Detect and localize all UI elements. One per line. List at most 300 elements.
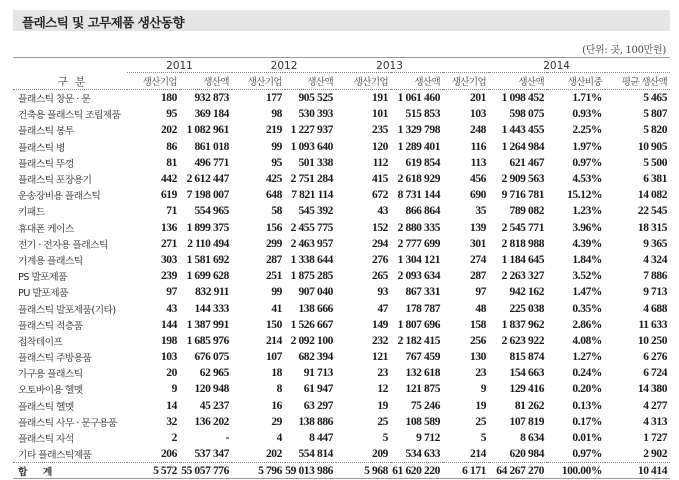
cell-production-share: 0.24% [572,367,603,380]
cell-production-share: 100.00% [547,463,605,479]
cell-production-value: 2 545 771 [501,221,545,234]
cell-company-count: 9 [171,383,177,396]
cell-production-share: 2.86% [572,318,603,331]
cell-company-count: 442 [160,173,177,186]
cell-production-value: 2 777 699 [397,237,441,250]
cell-average-production: 9 713 [643,286,668,299]
cell-company-count: 201 [469,92,487,105]
cell-production-value: 1 329 798 [397,124,441,137]
cell-company-count: 202 [265,448,283,461]
cell-production-value: 2 612 447 [186,173,230,186]
cell-company-count: 120 [371,140,389,153]
cell-company-count: 93 [377,286,389,299]
table-row [13,446,670,463]
cell-average-production: 22 545 [637,205,668,218]
cell-company-count: 648 [265,189,283,202]
cell-company-count: 214 [469,448,487,461]
cell-production-value: 907 040 [298,286,334,299]
cell-production-value: 598 075 [509,108,545,121]
row-label: 플래스틱 주방용품 [18,353,92,365]
title-bar [13,10,670,31]
cell-production-value: 45 237 [199,399,230,412]
row-label: 접착테이프 [18,336,63,348]
cell-production-value: 61 947 [303,383,334,396]
cell-production-value: 1 304 121 [397,253,441,266]
cell-company-count: 191 [371,92,389,105]
table-row [13,317,670,333]
cell-company-count: 180 [160,92,177,105]
table-row [13,236,670,252]
cell-production-value: 1 443 455 [501,124,545,137]
cell-company-count: 99 [271,140,283,153]
cell-company-count: 95 [166,108,177,121]
cell-company-count: 265 [371,270,389,283]
cell-production-value: 2 463 957 [290,237,334,250]
unit-note: (단위: 곳, 100만원) [582,45,666,56]
cell-company-count: 198 [160,334,177,347]
cell-average-production: 4 277 [643,399,668,412]
cell-production-value: 154 663 [509,367,545,380]
cell-average-production: 18 315 [637,221,668,234]
cell-average-production: 14 082 [637,189,668,202]
cell-production-share: 0.35% [572,302,603,315]
cell-production-share: 0.93% [572,108,603,121]
cell-production-share: 2.25% [572,124,603,137]
cell-production-share: 1.47% [572,286,603,299]
table-row [13,365,670,381]
cell-company-count: 43 [377,205,389,218]
cell-production-share: 0.17% [572,415,603,428]
cell-company-count: 5 [480,432,487,445]
table-row [13,171,670,187]
table-row [13,430,670,446]
row-label: 플래스틱 발포제품(기타) [18,304,116,316]
cell-average-production: 11 633 [638,318,668,331]
table-row [13,90,670,107]
cell-company-count: 103 [160,351,177,364]
cell-company-count: 121 [371,351,389,364]
cell-production-share: 0.01% [572,432,603,445]
cell-production-share: 0.20% [572,383,603,396]
table-row [13,122,670,138]
subheader-production-value: 생산액 [285,73,336,90]
cell-production-value: 545 392 [298,205,334,218]
cell-average-production: 6 276 [643,351,668,364]
cell-average-production: 10 414 [605,463,670,479]
cell-production-value: 144 333 [194,302,230,315]
cell-production-value: 2 880 335 [397,221,441,234]
subheader-production-share: 생산비중 [547,73,605,90]
cell-production-value: 2 618 929 [397,173,441,186]
cell-production-value: 496 771 [194,156,230,169]
cell-production-value: 554 965 [194,205,230,218]
cell-company-count: 97 [475,286,487,299]
cell-company-count: 301 [469,237,487,250]
cell-company-count: 43 [166,302,177,315]
cell-company-count: 41 [271,302,283,315]
cell-company-count: 271 [160,237,177,250]
year-header-2013: 2013 [336,58,443,73]
cell-company-count: 58 [271,205,283,218]
cell-average-production: 14 380 [637,383,668,396]
row-label: 플래스틱 자석 [18,434,74,446]
cell-company-count: 130 [469,351,487,364]
cell-production-value: 55 057 776 [180,463,232,479]
cell-production-value: 9 716 781 [501,189,545,202]
cell-production-value: 2 182 415 [397,334,441,347]
cell-company-count: 12 [377,383,389,396]
cell-production-value: 1 875 285 [290,270,334,283]
cell-production-value: 1 098 452 [501,92,545,105]
cell-company-count: 415 [371,173,389,186]
page-title: 플래스틱 및 고무제품 생산동향 [22,15,185,30]
cell-production-value: 138 666 [298,302,334,315]
cell-production-value: 1 526 667 [290,318,334,331]
cell-average-production: 5 820 [643,124,668,137]
cell-company-count: 235 [371,124,389,137]
table-row [13,284,670,300]
cell-production-share: 1.23% [572,205,603,218]
cell-average-production: 10 905 [637,140,668,153]
cell-company-count: 19 [377,399,389,412]
cell-company-count: 23 [475,367,487,380]
cell-company-count: 5 968 [336,463,391,479]
cell-production-value: 620 984 [509,448,545,461]
cell-production-value: 136 202 [194,415,230,428]
row-label: PU 발포제품 [18,288,68,300]
cell-production-value: 132 618 [405,367,441,380]
cell-production-value: 7 198 007 [186,189,230,202]
cell-company-count: 287 [469,270,487,283]
row-label: 플래스틱 포장용기 [18,175,92,187]
cell-production-share: 3.52% [572,270,603,283]
cell-company-count: 156 [265,221,283,234]
cell-company-count: 139 [469,221,487,234]
cell-company-count: 619 [160,189,177,202]
cell-company-count: 6 171 [443,463,489,479]
cell-production-share: 15.12% [567,189,603,202]
cell-production-value: 554 814 [298,448,334,461]
table-row [13,106,670,122]
cell-production-value: 767 459 [405,351,441,364]
cell-company-count: 113 [470,156,487,169]
cell-average-production: 5 500 [643,156,668,169]
cell-company-count: 95 [271,156,283,169]
subheader-company-count: 생산기업 [232,73,285,90]
cell-company-count: 425 [265,173,283,186]
cell-production-value: 2 110 494 [187,237,230,250]
cell-company-count: 214 [265,334,283,347]
cell-production-value: 59 013 986 [285,463,336,479]
cell-production-value: 1 685 976 [186,334,230,347]
cell-company-count: 97 [166,286,177,299]
cell-company-count: 9 [480,383,487,396]
cell-company-count: 456 [469,173,487,186]
cell-production-value: 1 699 628 [186,270,230,283]
row-label: 기타 플래스틱제품 [18,450,92,462]
cell-average-production: 7 886 [643,270,668,283]
cell-production-value: 369 184 [194,108,230,121]
cell-production-value: 75 246 [410,399,441,412]
cell-production-value: 63 297 [303,399,334,412]
cell-production-value: 621 467 [509,156,545,169]
cell-production-value: 1 227 937 [290,124,334,137]
cell-production-value: 501 338 [298,156,334,169]
cell-production-value: 515 853 [405,108,441,121]
cell-company-count: 112 [372,156,389,169]
cell-company-count: 136 [160,221,177,234]
cell-company-count: 5 572 [127,463,180,479]
cell-company-count: 107 [265,351,283,364]
cell-production-value: 107 819 [509,415,545,428]
cell-company-count: 14 [166,399,177,412]
cell-company-count: 2 [171,432,177,445]
cell-production-value: 81 262 [514,399,545,412]
cell-production-value: 7 821 114 [291,189,334,202]
table-row [13,333,670,349]
subheader-company-count: 생산기업 [336,73,391,90]
cell-average-production: 9 365 [643,237,668,250]
cell-company-count: 47 [377,302,389,315]
cell-company-count: 4 [276,432,283,445]
year-header-2011: 2011 [127,58,232,73]
row-label: 가구용 플래스틱 [18,369,83,381]
cell-production-value: 2 263 327 [501,270,545,283]
header-years-row [13,58,670,73]
cell-production-value: 178 787 [405,302,441,315]
row-label: 플래스틱 병 [18,142,65,154]
cell-production-value: 676 075 [194,351,230,364]
cell-average-production: 5 807 [643,108,668,121]
cell-production-value: 1 387 991 [186,318,230,331]
cell-production-value: 61 620 220 [391,463,443,479]
table-row [13,268,670,284]
cell-company-count: 18 [271,367,283,380]
row-label: 플래스틱 헬멧 [18,401,74,413]
cell-production-value: 1 837 962 [501,318,545,331]
year-header-2014: 2014 [443,58,670,73]
table-row [13,203,670,219]
table-row [13,252,670,268]
cell-production-value: 2 751 284 [290,173,334,186]
cell-company-count: 16 [271,399,283,412]
table-row [13,139,670,155]
row-label: 휴대폰 케이스 [18,223,74,235]
cell-production-value: 1 338 644 [290,253,334,266]
cell-production-value: 867 331 [405,286,441,299]
cell-production-share: 4.39% [572,237,603,250]
cell-production-value: 832 911 [195,286,230,299]
subheader-production-value: 생산액 [180,73,232,90]
cell-company-count: 672 [371,189,389,202]
cell-production-value: 861 018 [194,140,230,153]
cell-production-share: 0.13% [572,399,603,412]
cell-production-value: 1 289 401 [397,140,441,153]
cell-average-production: 6 381 [643,173,668,186]
cell-production-value: 91 713 [303,367,334,380]
cell-production-share: 0.97% [572,448,603,461]
total-row [13,463,670,479]
cell-company-count: 251 [265,270,283,283]
cell-production-value: 1 899 375 [186,221,230,234]
cell-company-count: 98 [271,108,283,121]
cell-production-value: 1 807 696 [397,318,441,331]
cell-company-count: 232 [371,334,389,347]
cell-company-count: 29 [271,415,283,428]
cell-company-count: 81 [166,156,177,169]
cell-production-value: 2 818 988 [501,237,545,250]
cell-company-count: 71 [166,205,177,218]
cell-company-count: 287 [265,253,283,266]
cell-production-value: 789 082 [509,205,545,218]
data-table [13,57,670,479]
cell-production-share: 1.97% [572,140,603,153]
cell-company-count: 101 [371,108,389,121]
cell-production-value: 64 267 270 [489,463,547,479]
cell-production-value: 8 731 144 [397,189,441,202]
cell-production-value: 225 038 [509,302,545,315]
cell-production-value: 1 581 692 [186,253,230,266]
cell-company-count: 116 [470,140,487,153]
cell-production-value: 2 455 775 [290,221,334,234]
cell-production-value: 62 965 [199,367,230,380]
cell-company-count: 32 [166,415,177,428]
cell-company-count: 248 [469,124,487,137]
subheader-company-count: 생산기업 [443,73,489,90]
cell-company-count: 209 [371,448,389,461]
cell-production-value: 120 948 [194,383,230,396]
cell-production-share: 3.96% [572,221,603,234]
cell-company-count: 5 [382,432,389,445]
cell-production-share: 4.08% [572,334,603,347]
cell-production-value: 138 886 [298,415,334,428]
subheader-production-value: 생산액 [489,73,547,90]
cell-production-value: 108 589 [405,415,441,428]
cell-company-count: 274 [469,253,487,266]
cell-production-value: 2 623 922 [501,334,545,347]
cell-company-count: 150 [265,318,283,331]
cell-production-value: 537 347 [194,448,230,461]
row-label: 전기 · 전자용 플래스틱 [18,239,108,251]
cell-company-count: 299 [265,237,283,250]
year-header-2012: 2012 [232,58,336,73]
row-label: 플래스틱 뚜껑 [18,158,74,170]
cell-average-production: 4 313 [643,415,668,428]
cell-production-value: 1 093 640 [290,140,334,153]
subheader-production-value: 생산액 [391,73,443,90]
cell-company-count: 158 [469,318,487,331]
cell-company-count: 20 [166,367,177,380]
cell-production-value: 534 633 [405,448,441,461]
cell-production-value: 932 873 [194,92,230,105]
cell-company-count: 152 [371,221,389,234]
cell-production-value: 9 712 [416,432,441,445]
table-row [13,155,670,171]
cell-production-value: 682 394 [298,351,334,364]
cell-production-share: 0.97% [572,156,603,169]
cell-company-count: 256 [469,334,487,347]
table-row [13,187,670,203]
table-row [13,398,670,414]
cell-production-value: 2 093 634 [397,270,441,283]
row-label: PS 발포제품 [18,272,67,284]
cell-company-count: 23 [377,367,389,380]
cell-production-value: 866 864 [405,205,441,218]
cell-company-count: 8 [276,383,283,396]
cell-production-share: 1.27% [572,351,603,364]
cell-production-value: 129 416 [509,383,545,396]
cell-company-count: 149 [371,318,389,331]
cell-company-count: 19 [475,399,487,412]
cell-production-share: 1.84% [572,253,603,266]
cell-average-production: 6 724 [643,367,668,380]
cell-company-count: 303 [160,253,177,266]
cell-production-value: - [225,432,230,445]
cell-production-share: 1.71% [572,92,603,105]
cell-production-value: 1 264 984 [501,140,545,153]
cell-production-value: 8 634 [520,432,545,445]
cell-production-value: 2 909 563 [501,173,545,186]
cell-production-value: 942 162 [509,286,545,299]
cell-average-production: 1 727 [643,432,668,445]
row-label: 기계용 플래스틱 [18,255,83,267]
cell-company-count: 177 [265,92,283,105]
row-label: 운송장비용 플래스틱 [18,191,101,203]
cell-company-count: 294 [371,237,389,250]
table-row [13,414,670,430]
cell-company-count: 35 [475,205,487,218]
subheader-average-production: 평균 생산액 [605,73,670,90]
cell-production-value: 121 875 [405,383,441,396]
cell-production-value: 530 393 [298,108,334,121]
cell-production-value: 2 092 100 [290,334,334,347]
cell-company-count: 5 796 [232,463,285,479]
column-header-label: 구 분 [13,58,127,90]
cell-company-count: 86 [166,140,177,153]
row-label: 플래스틱 사무 · 문구용품 [18,417,117,429]
cell-company-count: 48 [475,302,487,315]
subheader-company-count: 생산기업 [127,73,180,90]
cell-company-count: 25 [475,415,487,428]
row-label: 키패드 [18,207,45,219]
cell-company-count: 690 [469,189,487,202]
cell-company-count: 202 [160,124,177,137]
cell-company-count: 25 [377,415,389,428]
cell-production-value: 1 061 460 [397,92,441,105]
production-table [13,57,670,479]
cell-average-production: 5 465 [643,92,668,105]
table-row [13,220,670,236]
row-label: 플래스틱 봉투 [18,126,74,138]
cell-company-count: 99 [271,286,283,299]
table-row [13,300,670,316]
cell-company-count: 239 [160,270,177,283]
cell-production-value: 1 082 961 [186,124,230,137]
row-label: 오토바이용 헬멧 [18,385,83,397]
row-label: 플래스틱 창문 · 문 [18,94,91,106]
cell-production-value: 1 184 645 [501,253,545,266]
table-row [13,349,670,365]
cell-production-value: 8 447 [309,432,334,445]
cell-average-production: 10 250 [637,334,668,347]
total-label: 합 계 [13,463,127,479]
cell-company-count: 144 [160,318,177,331]
cell-production-value: 815 874 [509,351,545,364]
cell-production-value: 905 525 [298,92,334,105]
cell-company-count: 219 [265,124,283,137]
cell-average-production: 4 324 [643,253,668,266]
table-row [13,381,670,397]
